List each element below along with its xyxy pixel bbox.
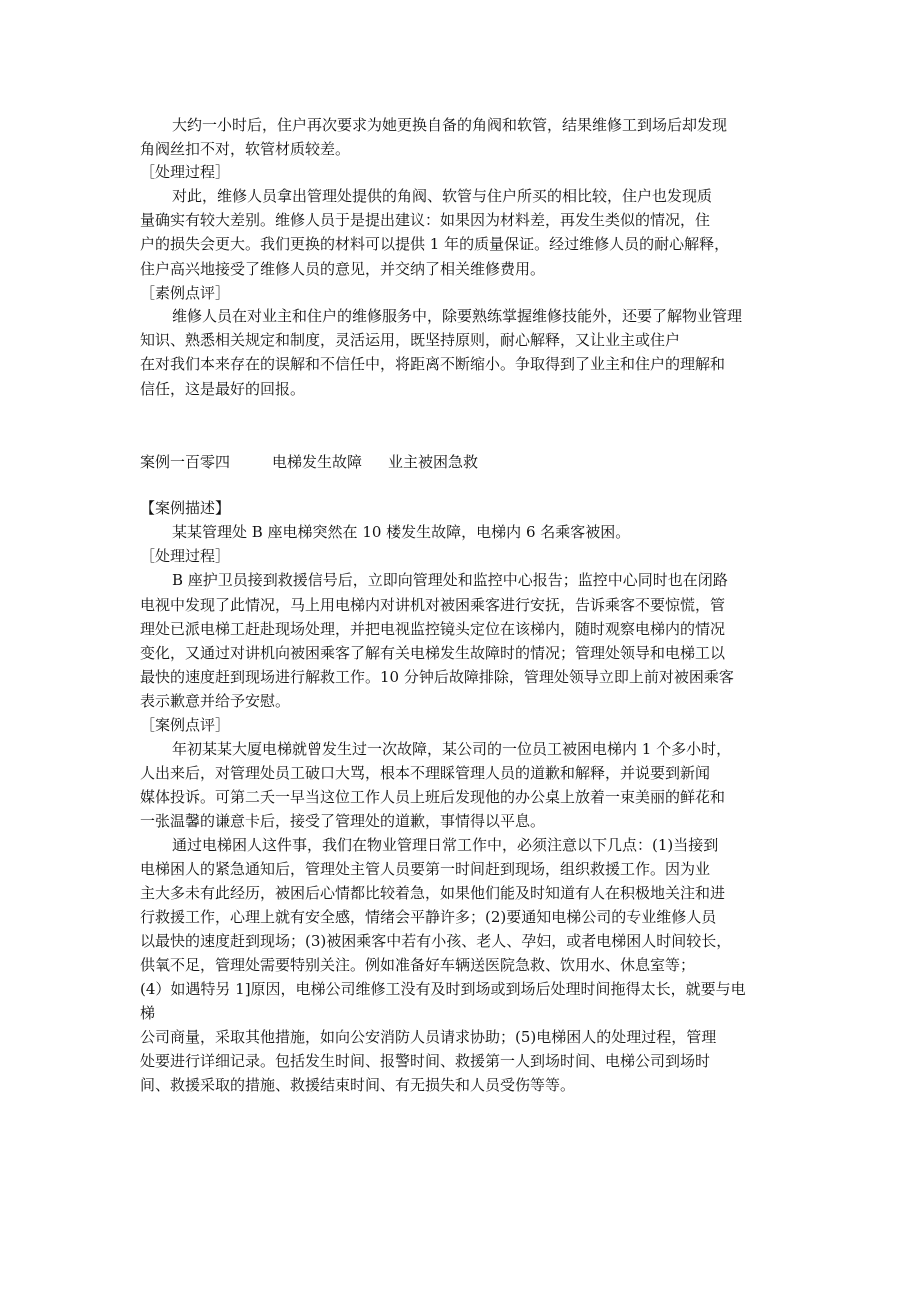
text-line: 对此，维修人员拿出管理处提供的角阀、软管与住户所买的相比较，住户也发现质 bbox=[172, 187, 713, 205]
text-line: 电梯困人的紧急通知后，管理处主管人员要第一时间赶到现场，组织救援工作。因为业 bbox=[140, 860, 711, 878]
text-line: B 座护卫员接到救援信号后，立即向管理处和监控中心报告；监控中心同时也在闭路 bbox=[172, 571, 728, 589]
text-line: 在对我们本来存在的误解和不信任中，将距离不断缩小。争取得到了业主和住户的理解和 bbox=[140, 355, 726, 373]
text-line: 公司商量，采取其他措施，如向公安消防人员请求协助；(5)电梯困人的处理过程，管理 bbox=[140, 1028, 717, 1046]
section-heading-process: ［处理过程］ bbox=[140, 547, 231, 565]
section-heading-comment: ［素例点评］ bbox=[140, 284, 231, 302]
text-line: 信任，这是最好的回报。 bbox=[140, 380, 306, 398]
section-heading-comment: ［案例点评］ bbox=[140, 716, 231, 734]
text-line: 人出来后，对管理处员工破口大骂，根本不理睬管理人员的道歉和解释，并说要到新闻 bbox=[140, 764, 711, 782]
section-heading-description: 【案例描述】 bbox=[140, 499, 231, 517]
text-line: 年初某某大厦电梯就曾发生过一次故障，某公司的一位员工被困电梯内 1 个多小时， bbox=[172, 740, 732, 758]
text-line: 表示歉意并给予安慰。 bbox=[140, 692, 291, 710]
text-line: 行救援工作，心理上就有安全感，情绪会平静许多；(2)要通知电梯公司的专业维修人员 bbox=[140, 908, 717, 926]
text-line: 户的损失会更大。我们更换的材料可以提供 1 年的质量保证。经过维修人员的耐心解释， bbox=[140, 235, 730, 253]
text-line: 主大多未有此经历，被困后心情都比较着急，如果他们能及时知道有人在积极地关注和进 bbox=[140, 884, 726, 902]
text-line: 梯 bbox=[140, 1004, 156, 1022]
text-line: 电视中发现了此情况，马上用电梯内对讲机对被困乘客进行安抚，告诉乘客不要惊慌，管 bbox=[140, 596, 726, 614]
text-line: 一张温馨的谦意卡后，接受了管理处的道歉，事情得以平息。 bbox=[140, 812, 546, 830]
text-line: 最快的速度赶到现场进行解救工作。10 分钟后故障排除，管理处领导立即上前对被困乘客 bbox=[140, 668, 734, 686]
text-line: (4）如遇特另 1]原因，电梯公司维修工没有及时到场或到场后处理时间拖得太长，就要与电 bbox=[140, 980, 746, 998]
text-line: 理处已派电梯工赶赴现场处理，并把电视监控镜头定位在该梯内，随时观察电梯内的情况 bbox=[140, 620, 726, 638]
section-heading-process: ［处理过程］ bbox=[140, 163, 231, 181]
text-line: 知识、熟悉相关规定和制度，灵活运用，既坚持原则，耐心解释，又让业主或住户 bbox=[140, 331, 681, 349]
case-title bbox=[140, 450, 478, 474]
text-line: 维修人员在对业主和住户的维修服务中，除要熟练掌握维修技能外，还要了解物业管理 bbox=[172, 307, 743, 325]
text-line: 通过电梯困人这件事，我们在物业管理日常工作中，必须注意以下几点：(1)当接到 bbox=[172, 836, 719, 854]
text-line: 角阀丝扣不对，软管材质较差。 bbox=[140, 140, 351, 158]
text-line: 变化，又通过对讲机向被困乘客了解有关电梯发生故障时的情况；管理处领导和电梯工以 bbox=[140, 644, 726, 662]
text-line: 量确实有较大差别。维修人员于是提出建议：如果因为材料差，再发生类似的情况，住 bbox=[140, 211, 711, 229]
case-title-part2: 业主被困急救 bbox=[388, 453, 479, 471]
text-line: 以最快的速度赶到现场；(3)被困乘客中若有小孩、老人、孕妇，或者电梯困人时间较长， bbox=[140, 932, 732, 950]
text-line: 住户高兴地接受了维修人员的意见，并交纳了相关维修费用。 bbox=[140, 260, 546, 278]
text-line: 处要进行详细记录。包括发生时间、报警时间、救援第一人到场时间、电梯公司到场时 bbox=[140, 1052, 711, 1070]
text-line: 供氧不足，管理处需要特别关注。例如准备好车辆送医院急救、饮用水、休息室等； bbox=[140, 956, 696, 974]
case-title-number: 案例一百零四 bbox=[140, 453, 231, 471]
text-line: 某某管理处 B 座电梯突然在 10 楼发生故障，电梯内 6 名乘客被困。 bbox=[172, 523, 631, 541]
case-title-part1: 电梯发生故障 bbox=[272, 453, 363, 471]
text-line: 间、救援采取的措施、救援结束时间、有无损失和人员受伤等等。 bbox=[140, 1076, 576, 1094]
text-line: 大约一小时后，住户再次要求为她更换自备的角阀和软管，结果维修工到场后却发现 bbox=[172, 116, 728, 134]
text-line: 媒体投诉。可第二夭一早当这位工作人员上班后发现他的办公桌上放着一束美丽的鲜花和 bbox=[140, 788, 726, 806]
